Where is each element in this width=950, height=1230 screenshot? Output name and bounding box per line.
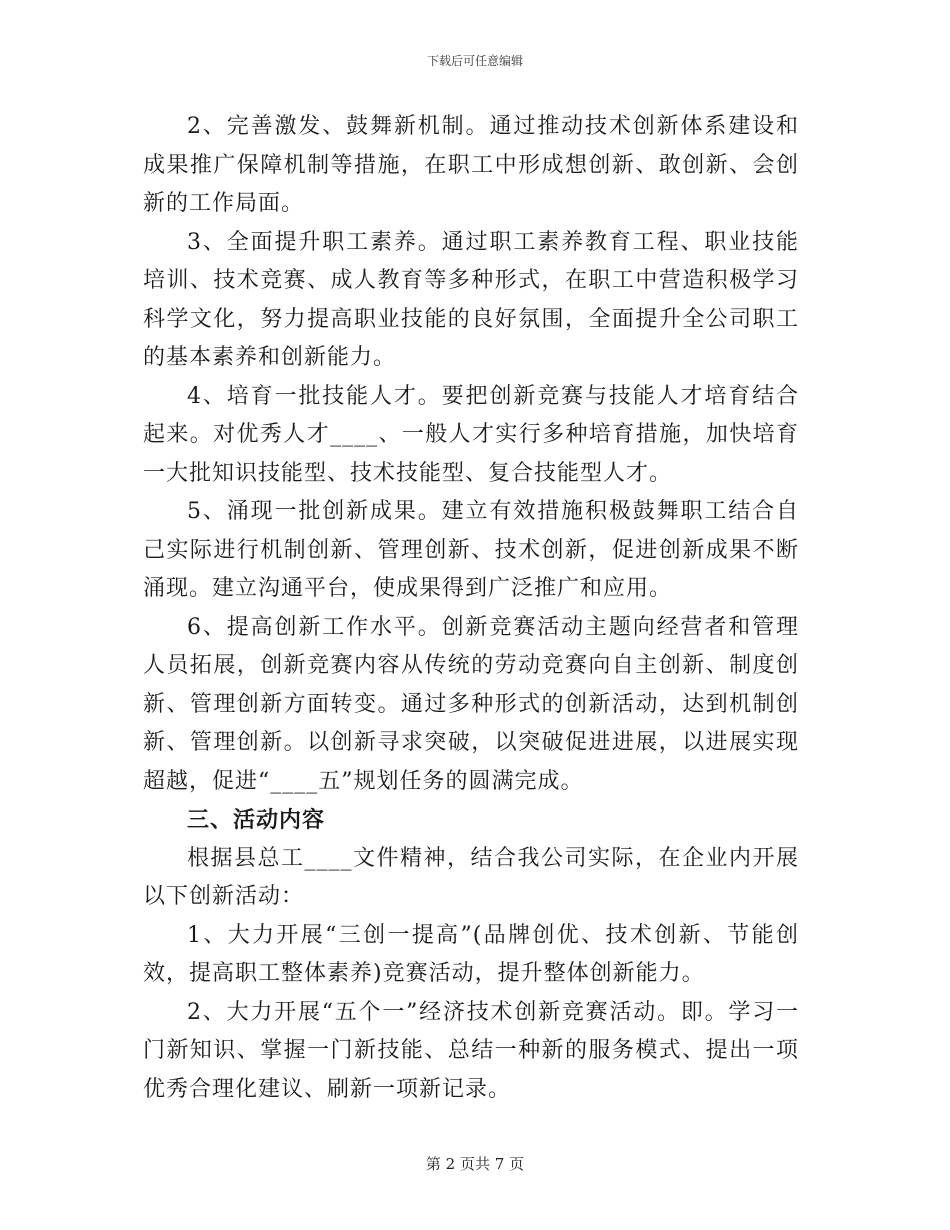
paragraph-item-5: 5、涌现一批创新成果。建立有效措施积极鼓舞职工结合自己实际进行机制创新、管理创新、技术创新，促进创新成果不断涌现。建立沟通平台，使成果得到广泛推广和应用。 xyxy=(143,499,799,601)
paragraph-activity-2: 2、大力开展“五个一”经济技术创新竞赛活动。即。学习一门新知识、掌握一门新技能、总结一种新的服务模式、提出一项优秀合理化建议、刷新一项新记录。 xyxy=(143,999,799,1102)
section-heading: 三、活动内容 xyxy=(187,807,326,833)
paragraph-item-4: 4、培育一批技能人才。要把创新竞赛与技能人才培育结合起来。对优秀人才____、一般人才实行多种培育措施，加快培育一大批知识技能型、技术技能型、复合技能型人才。 xyxy=(143,383,799,486)
paragraph-activity-1: 1、大力开展“三创一提高”(品牌创优、技术创新、节能创效，提高职工整体素养)竞赛活动，提升整体创新能力。 xyxy=(143,922,799,986)
paragraph-item-3: 3、全面提升职工素养。通过职工素养教育工程、职业技能培训、技术竞赛、成人教育等多种形式，在职工中营造积极学习科学文化，努力提高职业技能的良好氛围，全面提升全公司职工的基本素养和创新能力。 xyxy=(143,229,799,370)
paragraph-item-6: 6、提高创新工作水平。创新竞赛活动主题向经营者和管理人员拓展，创新竞赛内容从传统的劳动竞赛向自主创新、制度创新、管理创新方面转变。通过多种形式的创新活动，达到机制创新、管理创新。以创新寻求突破，以突破促进进展，以进展实现超越，促进“____五”规划任务的圆满完成。 xyxy=(143,614,799,794)
page-header: 下载后可任意编辑 xyxy=(426,54,523,68)
page-number: 第 2 页共 7 页 xyxy=(425,1155,525,1173)
paragraph-intro: 根据县总工____文件精神，结合我公司实际，在企业内开展以下创新活动： xyxy=(143,845,799,909)
paragraph-item-2: 2、完善激发、鼓舞新机制。通过推动技术创新体系建设和成果推广保障机制等措施，在职工中形成想创新、敢创新、会创新的工作局面。 xyxy=(143,114,799,216)
document-body xyxy=(143,108,799,1109)
